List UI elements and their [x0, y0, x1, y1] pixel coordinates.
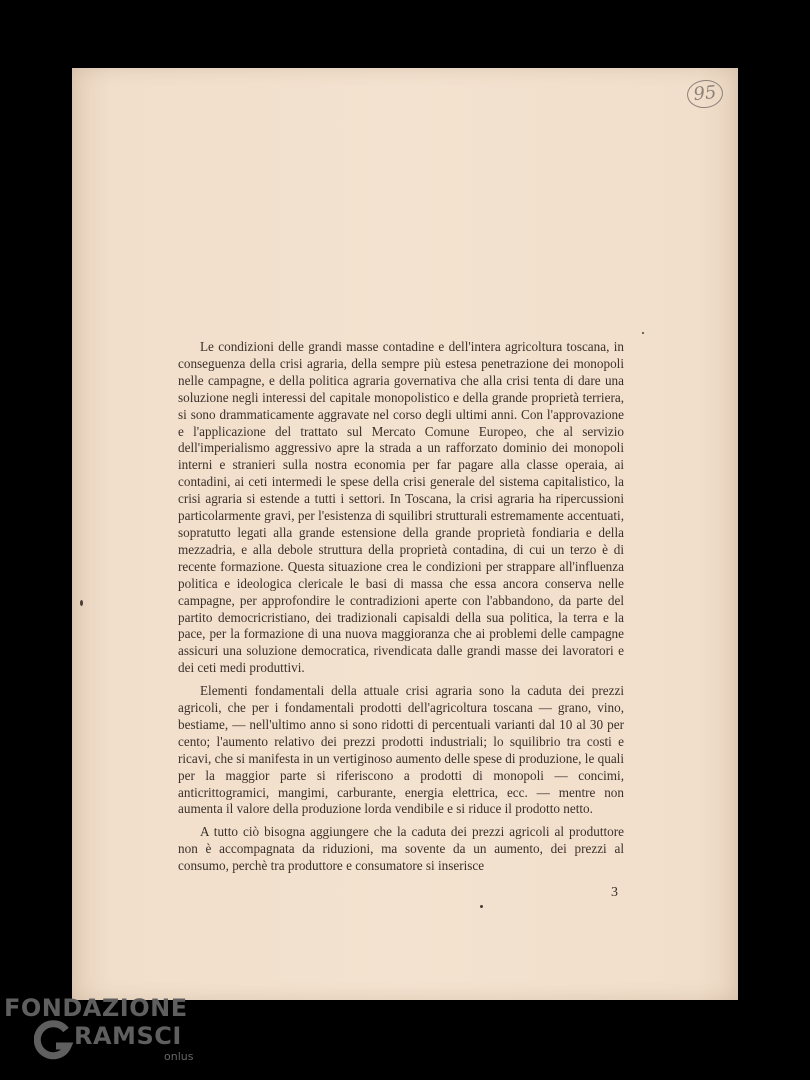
watermark-title: FONDAZIONE: [4, 994, 188, 1022]
page-number: 3: [611, 885, 618, 900]
paper-speck: [80, 600, 83, 606]
paragraph-3: A tutto ciò bisogna aggiungere che la caduta dei prezzi agricoli al produttore non è accompagnata da riduzioni, ma sovente da un aumento, dei prezzi al consumo, perchè tra produttore e consumatore si inserisce: [178, 824, 624, 874]
paragraph-2: Elementi fondamentali della attuale crisi agraria sono la caduta dei prezzi agricoli, che per i fondamentali prodotti dell'agricoltura toscana — grano, vino, bestiame, — nell'ultimo anno si sono ridotti di percentuali varianti dal 10 al 30 per cento; l'aumento relativo dei prezzi prodotti industriali; lo squilibrio tra costi e ricavi, che si manifesta in un vertiginoso aumento delle spese di produzione, le quali per la maggior parte si riferiscono a prodotti di monopoli — concimi, anticrittogramici, mangimi, carburante, energia elettrica, ecc. — mentre non aumenta il valore della produzione lorda vendibile e si riduce il prodotto netto.: [178, 683, 624, 817]
paper-speck: [480, 905, 483, 908]
watermark-onlus: onlus: [164, 1050, 194, 1063]
paragraph-1: Le condizioni delle grandi masse contadine e dell'intera agricoltura toscana, in conseguenza della crisi agraria, della sempre più estesa penetrazione dei monopoli nelle campagne, e della politica agraria governativa che alla crisi tenta di dare una soluzione negli interessi del capitale monopolistico e della grande proprietà terriera, si sono drammaticamente aggravate nel corso degli ultimi anni. Con l'approvazione e l'applicazione del trattato sul Mercato Comune Europeo, che al servizio dell'imperialismo aggressivo apre la strada a un rafforzato dominio dei monopoli interni e stranieri sulla nostra economia per far pagare alla classe operaia, ai contadini, ai ceti intermedi le spese della crisi generale del sistema capitalistico, la crisi agraria si estende a tutti i settori. In Toscana, la crisi agraria ha ripercussioni particolarmente gravi, per l'esistenza di squilibri strutturali estremamente accentuati, sopratutto legati alla grande estensione della grande proprietà fondiaria e della mezzadria, e alla debole struttura della proprietà contadina, di cui un terzo è di recente formazione. Questa situazione crea le condizioni per strappare all'influenza politica e ideologica clericale le basi di massa che essa ancora conserva nelle campagne, per approfondire le contradizioni aperte con l'abbandono, da parte del partito democricristiano, dei tradizionali capisaldi della sua politica, la terra e la pace, per la formazione di una nuova maggioranza che ai problemi delle campagne assicuri una soluzione democratica, rivendicata dalle grandi masse dei lavoratori e dei ceti medi produttivi.: [178, 339, 624, 676]
fondazione-gramsci-watermark: [4, 992, 214, 1076]
paper-speck: [642, 332, 644, 334]
archive-number-stamp: 95: [686, 78, 725, 110]
watermark-subtitle: RAMSCI: [74, 1022, 182, 1050]
gramsci-g-logo-icon: [34, 1020, 74, 1060]
document-page: [72, 68, 738, 1000]
body-text: [178, 339, 624, 881]
